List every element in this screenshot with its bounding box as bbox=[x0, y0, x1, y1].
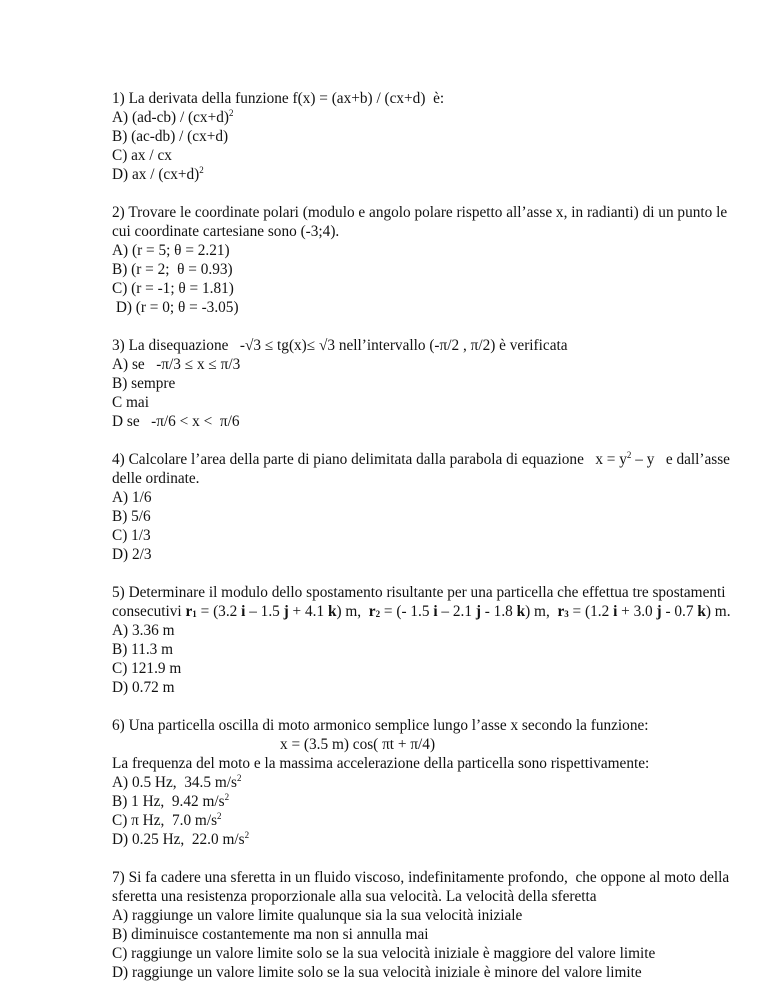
option-b bbox=[112, 640, 712, 659]
option-c bbox=[112, 944, 712, 963]
question-prompt: Una particella oscilla di moto armonico semplice lungo l’asse x secondo la funzione: bbox=[128, 717, 649, 734]
option-c bbox=[112, 526, 712, 545]
option-label: A) bbox=[112, 622, 129, 639]
option-label: D) bbox=[112, 166, 129, 183]
superscript: 2 bbox=[236, 773, 242, 783]
question-number: 5) bbox=[112, 584, 125, 601]
question-text-continued: cui coordinate cartesiane sono (-3;4). bbox=[112, 223, 340, 240]
option-a bbox=[112, 773, 712, 792]
option-label: B) bbox=[112, 793, 128, 810]
option-label: B) bbox=[112, 508, 128, 525]
option-d bbox=[112, 298, 712, 317]
question-text-continued bbox=[112, 602, 731, 621]
question-text bbox=[112, 716, 712, 735]
option-b bbox=[112, 792, 712, 811]
question-prompt-end: – y e dall’asse bbox=[631, 451, 730, 468]
option-a bbox=[112, 241, 712, 260]
option-text: 1 Hz, 9.42 m/s bbox=[131, 793, 225, 810]
option-d bbox=[112, 412, 712, 431]
option-label: C) bbox=[112, 527, 128, 544]
question-text bbox=[112, 336, 712, 355]
question-7 bbox=[112, 868, 730, 982]
question-prompt: Determinare il modulo dello spostamento risultante per una particella che effettua tre spostamenti bbox=[128, 584, 726, 601]
option-c bbox=[112, 279, 712, 298]
superscript: 2 bbox=[199, 165, 204, 175]
option-text: 5/6 bbox=[131, 508, 151, 525]
question-prompt: La derivata della funzione f(x) = (ax+b) / (cx+d) è: bbox=[128, 90, 445, 107]
option-label: D) bbox=[112, 546, 129, 563]
superscript: 2 bbox=[224, 792, 230, 802]
option-b bbox=[112, 127, 712, 146]
option-label: A) bbox=[112, 356, 129, 373]
option-b bbox=[112, 925, 712, 944]
superscript: 2 bbox=[217, 811, 222, 821]
option-b bbox=[112, 374, 712, 393]
option-label: C) bbox=[112, 660, 128, 677]
option-text: se -π/3 ≤ x ≤ π/3 bbox=[131, 356, 241, 373]
option-label: C) bbox=[112, 280, 128, 297]
question-text-continued: delle ordinate. bbox=[112, 470, 200, 487]
option-d bbox=[112, 545, 712, 564]
option-d bbox=[112, 165, 712, 184]
question-1 bbox=[112, 89, 712, 184]
option-c bbox=[112, 659, 712, 678]
option-c bbox=[112, 146, 712, 165]
option-text: ax / (cx+d) bbox=[131, 166, 200, 183]
question-prompt: La disequazione -√3 ≤ tg(x)≤ √3 nell’intervallo (-π/2 , π/2) è verificata bbox=[128, 337, 568, 354]
option-text: 0.5 Hz, 34.5 m/s bbox=[131, 774, 237, 791]
option-c bbox=[112, 393, 712, 412]
option-label: B) bbox=[112, 926, 128, 943]
vector-r1: $r_1 = (3.2$ i – 1.5 j + 4.1 k) m, bbox=[185, 603, 369, 620]
question-3 bbox=[112, 336, 712, 431]
question-number: 7) bbox=[112, 869, 125, 886]
option-a bbox=[112, 906, 712, 925]
option-text: se -π/6 < x < π/6 bbox=[126, 413, 240, 430]
option-text: (ad-cb) / (cx+d) bbox=[131, 109, 229, 126]
option-text: 1/6 bbox=[131, 489, 152, 506]
option-c bbox=[112, 811, 712, 830]
option-label: A) bbox=[112, 242, 129, 259]
question-5 bbox=[112, 583, 731, 697]
option-b bbox=[112, 507, 712, 526]
option-text: (r = 2; θ = 0.93) bbox=[131, 261, 233, 278]
question-text bbox=[112, 450, 730, 469]
question-prompt: Trovare le coordinate polari (modulo e angolo polare rispetto all’asse x, in radianti) di un punto le bbox=[128, 204, 728, 221]
option-text: 121.9 m bbox=[131, 660, 182, 677]
prefix-text: consecutivi bbox=[112, 603, 186, 620]
option-text: raggiunge un valore limite solo se la sua velocità iniziale è maggiore del valore limite bbox=[131, 945, 656, 962]
question-2 bbox=[112, 203, 728, 317]
option-text: (r = 5; θ = 2.21) bbox=[131, 242, 230, 259]
question-4 bbox=[112, 450, 730, 564]
option-text: 2/3 bbox=[131, 546, 152, 563]
option-label: A) bbox=[112, 489, 129, 506]
question-number: 3) bbox=[112, 337, 125, 354]
question-text bbox=[112, 89, 712, 108]
option-d bbox=[112, 830, 712, 849]
option-label: B) bbox=[112, 375, 128, 392]
vector-r2: $r_2$ = (- 1.5 i – 2.1 j - 1.8 k) m, bbox=[368, 603, 558, 620]
question-text-continued: La frequenza del moto e la massima accelerazione della particella sono rispettivamente: bbox=[112, 755, 650, 772]
question-6 bbox=[112, 716, 712, 849]
option-a bbox=[112, 355, 712, 374]
option-text: π Hz, 7.0 m/s bbox=[131, 812, 218, 829]
option-d bbox=[112, 963, 712, 982]
option-text: diminuisce costantemente ma non si annulla mai bbox=[131, 926, 429, 943]
question-prompt: Si fa cadere una sferetta in un fluido viscoso, indefinitamente profondo, che oppone al moto della bbox=[128, 869, 730, 886]
option-label: D) bbox=[112, 831, 129, 848]
option-b bbox=[112, 260, 712, 279]
option-a bbox=[112, 621, 712, 640]
option-text: ax / cx bbox=[131, 147, 172, 164]
vector-r3: $r_3 = (1.2$ i + 3.0 j - 0.7 k) m. bbox=[557, 603, 731, 620]
option-label: D) bbox=[112, 299, 132, 316]
option-text: sempre bbox=[131, 375, 176, 392]
superscript: 2 bbox=[626, 450, 632, 460]
option-text: 1/3 bbox=[131, 527, 151, 544]
option-label: B) bbox=[112, 128, 128, 145]
question-prompt: Calcolare l’area della parte di piano delimitata dalla parabola di equazione x = y bbox=[128, 451, 627, 468]
option-d bbox=[112, 678, 712, 697]
option-label: D) bbox=[112, 964, 129, 981]
option-text: 11.3 m bbox=[131, 641, 174, 658]
superscript: 2 bbox=[228, 108, 234, 118]
option-label: D) bbox=[112, 679, 129, 696]
option-a bbox=[112, 108, 712, 127]
option-text: (r = 0; θ = -3.05) bbox=[135, 299, 239, 316]
option-text: mai bbox=[126, 394, 149, 411]
question-text bbox=[112, 868, 730, 887]
option-label: A) bbox=[112, 907, 129, 924]
option-label: A) bbox=[112, 109, 129, 126]
question-text bbox=[112, 203, 728, 222]
question-number: 6) bbox=[112, 717, 125, 734]
option-label: B) bbox=[112, 261, 128, 278]
option-text: 0.25 Hz, 22.0 m/s bbox=[131, 831, 245, 848]
option-label: D bbox=[112, 413, 124, 430]
question-text bbox=[112, 583, 726, 602]
superscript: 2 bbox=[244, 830, 250, 840]
option-a bbox=[112, 488, 712, 507]
option-label: A) bbox=[112, 774, 129, 791]
question-text-continued: sferetta una resistenza proporzionale alla sua velocità. La velocità della sferetta bbox=[112, 888, 597, 905]
question-number: 1) bbox=[112, 90, 125, 107]
option-label: B) bbox=[112, 641, 128, 658]
option-label: C) bbox=[112, 945, 128, 962]
option-text: raggiunge un valore limite solo se la sua velocità iniziale è minore del valore limite bbox=[131, 964, 642, 981]
option-text: (ac-db) / (cx+d) bbox=[131, 128, 229, 145]
question-number: 2) bbox=[112, 204, 125, 221]
option-label: C) bbox=[112, 147, 128, 164]
option-text: 3.36 m bbox=[131, 622, 175, 639]
option-label: C bbox=[112, 394, 123, 411]
equation: x = (3.5 m) cos( πt + π/4) bbox=[280, 736, 436, 753]
document-page bbox=[112, 89, 731, 1001]
option-text: 0.72 m bbox=[131, 679, 175, 696]
option-text: (r = -1; θ = 1.81) bbox=[131, 280, 234, 297]
option-label: C) bbox=[112, 812, 128, 829]
option-text: raggiunge un valore limite qualunque sia la sua velocità iniziale bbox=[131, 907, 523, 924]
question-number: 4) bbox=[112, 451, 125, 468]
